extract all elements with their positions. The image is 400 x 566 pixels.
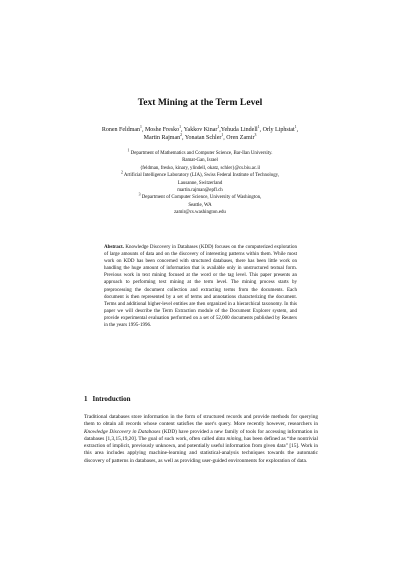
affiliation-text: Seattle, WA xyxy=(188,202,212,208)
abstract-label: Abstract. xyxy=(104,245,124,250)
author-list xyxy=(90,126,310,142)
author-line-1 xyxy=(90,126,310,134)
abstract-text: Knowledge Discovery in Databases (KDD) focuses on the computerized exploration of large amounts of data and on the discovery of interesting patterns within them. While most work on KDD has been concerned with structured databases, there has been little work on handling the huge amount of information that is available only in unstructured textual form. Previous work in text mining focused at the word or the tag level. This paper presents an approach to performing text mining at the term level. The mining process starts by preprocessing the document collection and extracting terms from the documents. Each document is then represented by a set of terms and annotations characterizing the document. Terms and additional higher-level entities are then organized in a hierarchical taxonomy. In this paper we will describe the Term Extraction module of the Document Explorer system, and provide experimental evaluation performed on a set of 52,000 documents published by Reuters in the years 1995-1996. xyxy=(104,245,297,329)
author-affiliation-mark: 1 xyxy=(257,125,260,129)
author-name: Yakkov Kinar xyxy=(183,127,218,133)
section-title: Introduction xyxy=(92,395,131,403)
author-name: Moshe Fresko xyxy=(144,127,180,133)
author-separator: , xyxy=(259,127,263,133)
affiliation-mark: 1 xyxy=(127,148,130,153)
author-separator: , xyxy=(141,127,145,133)
author-separator: , xyxy=(219,127,221,133)
author-name: Ronen Feldman xyxy=(101,127,141,133)
author-affiliation-mark: 2 xyxy=(180,133,183,137)
affiliation-line xyxy=(95,150,305,157)
intro-paragraph xyxy=(84,414,318,465)
affiliation-line xyxy=(95,180,305,187)
author-separator: , xyxy=(223,135,227,141)
affiliation-line xyxy=(95,165,305,172)
section-heading xyxy=(84,395,324,404)
affiliation-text: Department of Mathematics and Computer Science, Bar-Ilan University. xyxy=(129,151,273,156)
affiliation-line xyxy=(95,172,305,179)
author-name: Yonatan Schler xyxy=(184,135,222,141)
affiliation-line xyxy=(95,157,305,164)
paper-title: Text Mining at the Term Level xyxy=(137,97,263,108)
abstract xyxy=(104,244,297,329)
author-name: Martin Rajman xyxy=(143,135,181,141)
affiliation-line xyxy=(95,209,305,216)
affiliation-text: Ramat-Gan, Israel xyxy=(182,158,218,164)
intro-text-1: Traditional databases store information in the form of structured records and provide methods for querying them to obtain all records whose content satisfies the user's query. More recently however, researchers in xyxy=(84,414,318,428)
affiliation-line xyxy=(95,194,305,201)
author-affiliation-mark: 3 xyxy=(254,133,257,137)
affiliation-text: {feldman, fresko, kinary, ylindell, okatz, schler}@cs.biu.ac.il xyxy=(139,165,261,171)
affiliation-line xyxy=(95,187,305,194)
author-affiliation-mark: 1 xyxy=(140,125,142,129)
affiliation-text: Lausanne, Switzerland xyxy=(177,180,223,186)
intro-emphasis-data-mining: data mining xyxy=(215,435,242,442)
author-name: Orly Liphstat xyxy=(262,127,295,133)
affiliation-text: Department of Computer Science, University of Washington, xyxy=(140,195,262,201)
author-line-2 xyxy=(90,134,310,142)
author-name: Yehuda Lindell xyxy=(220,127,258,133)
author-affiliation-mark: 1 xyxy=(217,125,220,129)
affiliation-text: Artificial Intelligence Laboratory (LIA), Swiss Federal Institute of Technology, xyxy=(122,173,280,179)
author-affiliation-mark: 1 xyxy=(294,125,297,129)
author-affiliation-mark: 1 xyxy=(179,125,182,129)
section-number: 1 xyxy=(84,395,88,403)
intro-text-3: , has been defined as “the nontrivial extraction of implicit, previously unknown, and potentially useful information from given data” [15]. Work in this area includes applying machine-learning and statistical-analysis techniques towards the automatic discovery of patterns in databases, as well as providing user-guided environments for exploration of data. xyxy=(84,435,319,464)
author-affiliation-mark: 1 xyxy=(221,133,224,137)
intro-emphasis-kdd: Knowledge Discovery in Databases xyxy=(84,428,161,435)
author-separator: , xyxy=(296,127,299,133)
author-name: Oren Zamir xyxy=(226,135,255,141)
affiliation-mark: 2 xyxy=(120,170,123,175)
affiliation-mark: 3 xyxy=(138,192,141,197)
affiliation-text: zamir@cs.washington.edu xyxy=(174,210,226,216)
affiliation-line xyxy=(95,202,305,209)
affiliation-text: martin.rajman@epfl.ch xyxy=(177,188,223,194)
affiliations xyxy=(95,150,305,217)
author-separator: , xyxy=(181,127,184,133)
intro-text-2: (KDD) have provided a new family of tools for accessing information in databases [1,3,15,19,20]. The goal of such work, often called xyxy=(84,428,318,442)
author-separator: , xyxy=(182,135,185,141)
